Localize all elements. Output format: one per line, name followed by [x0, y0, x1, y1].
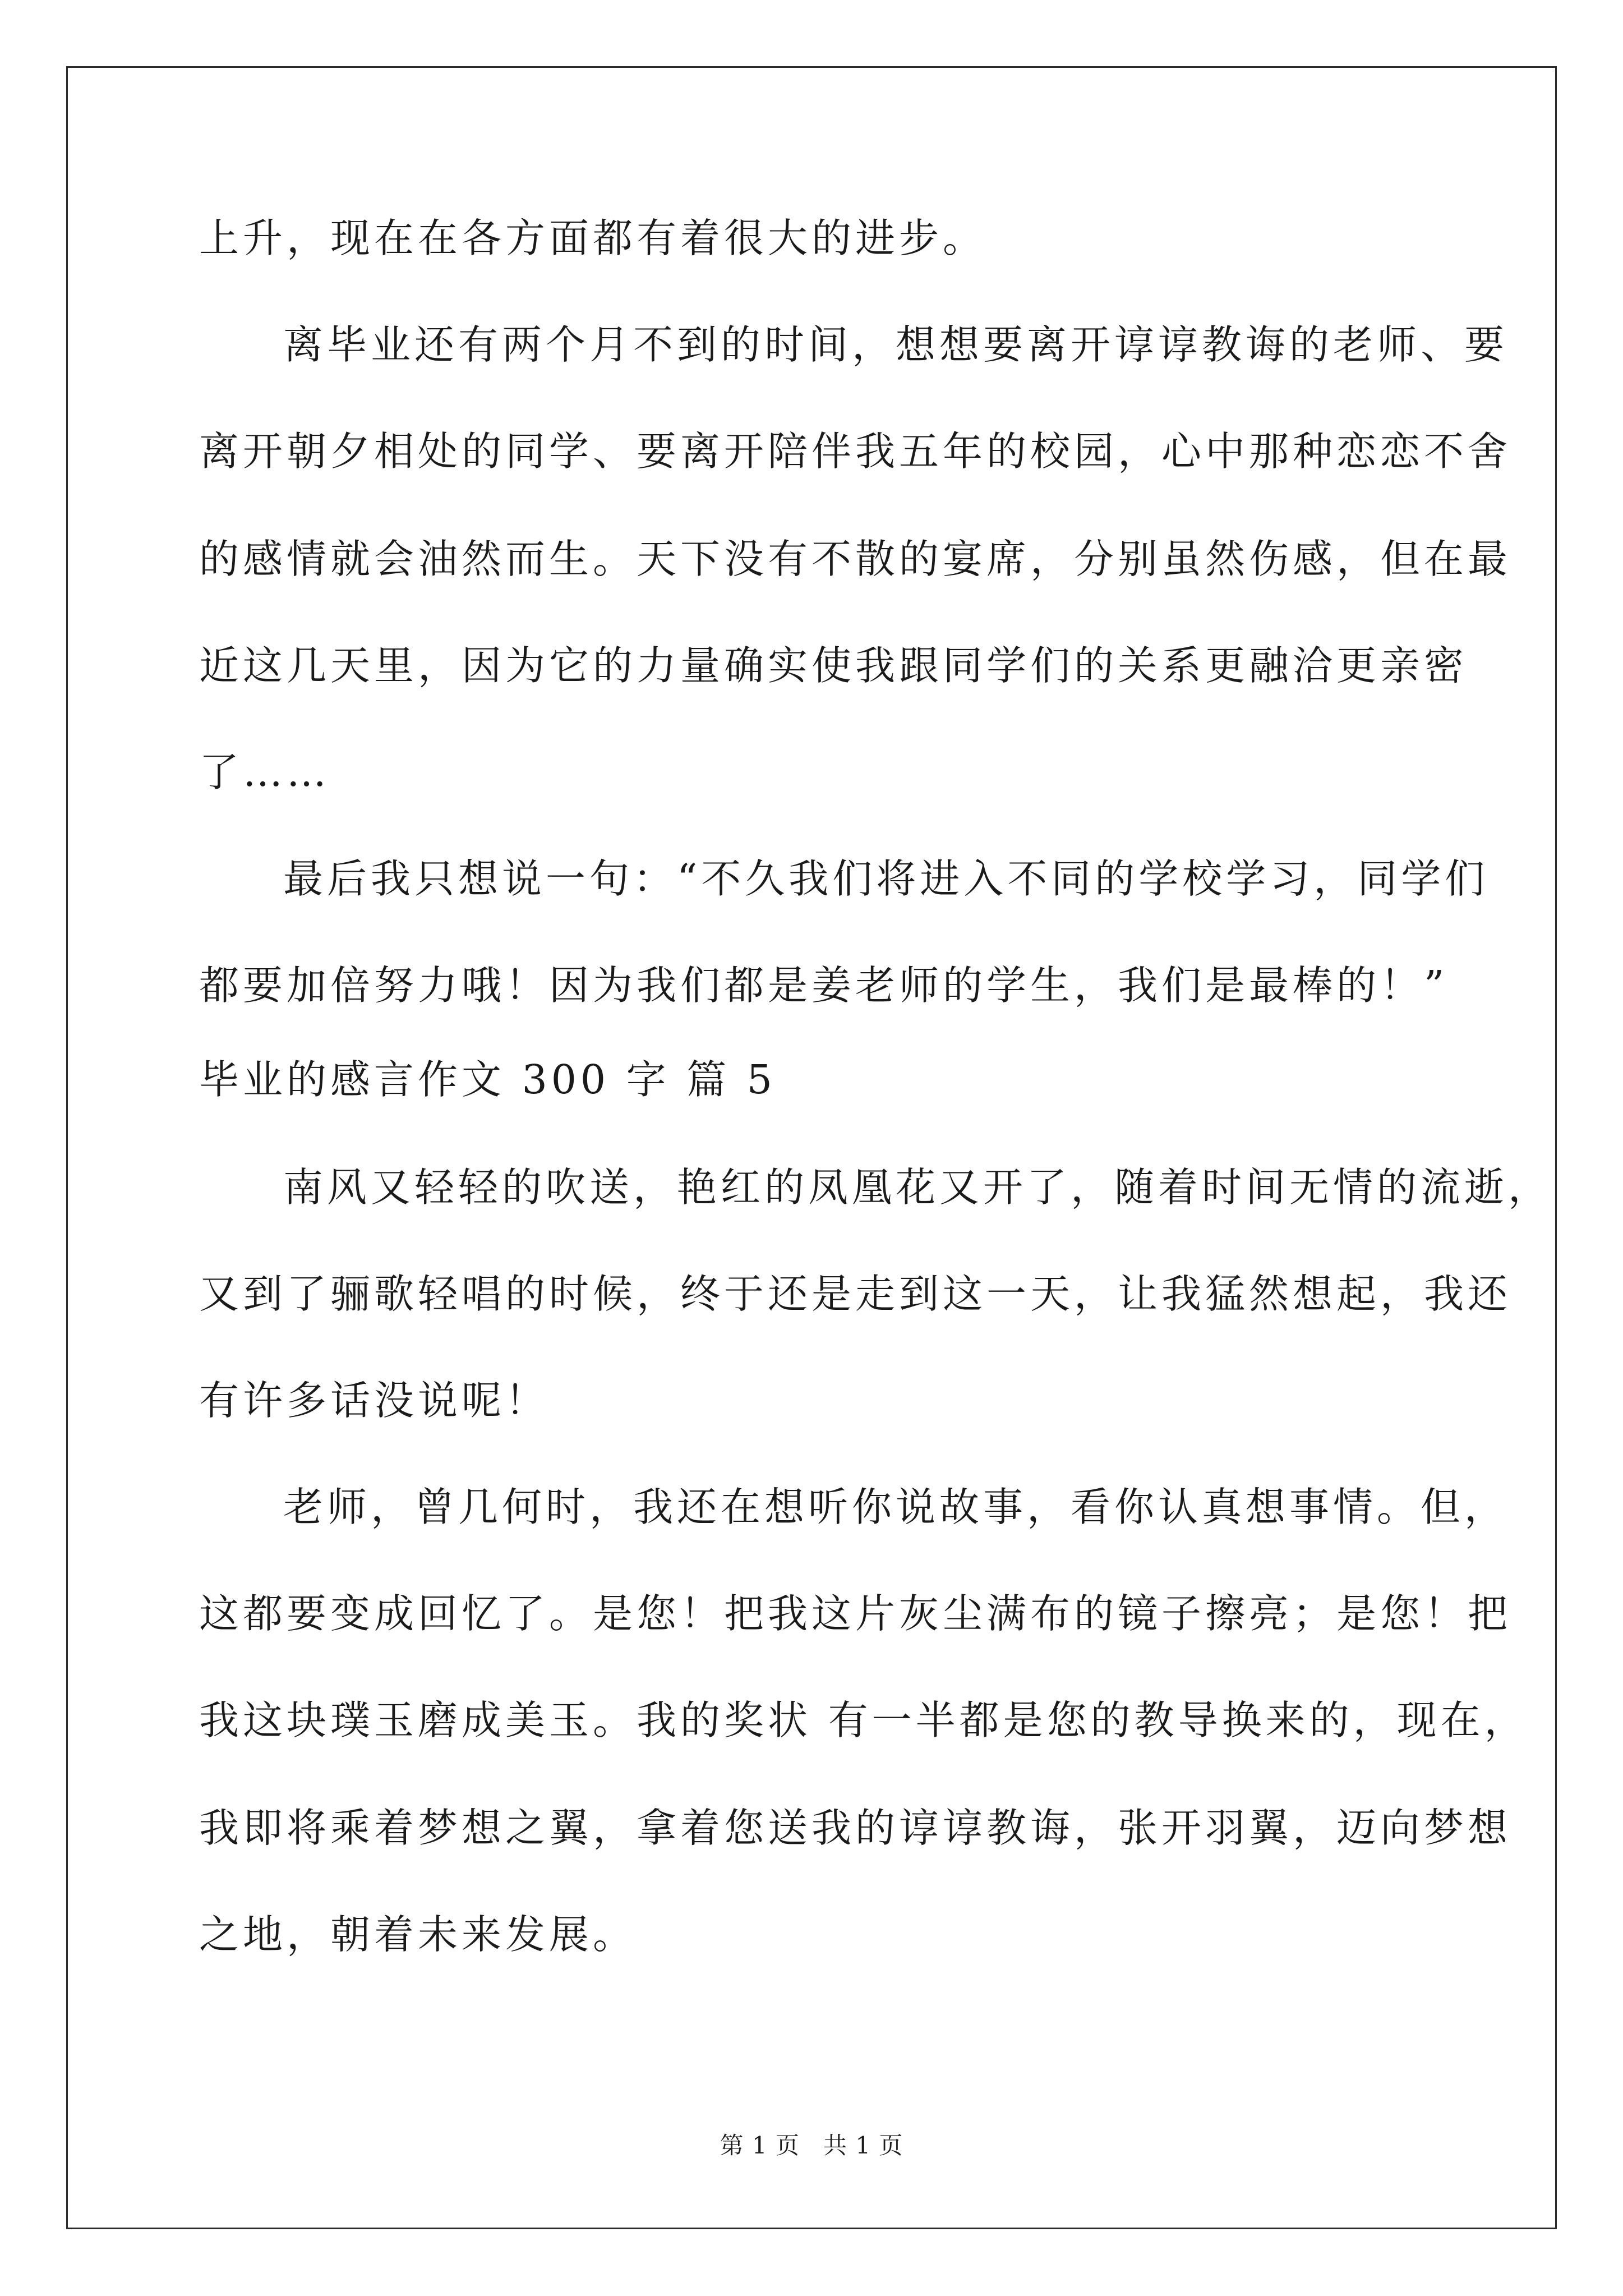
paragraph-line: 了…… [199, 749, 331, 795]
paragraph-line: 南风又轻轻的吹送，艳红的凤凰花又开了，随着时间无情的流逝， [283, 1164, 1552, 1211]
page-number: 第 1 页 [720, 2132, 800, 2159]
paragraph-line: 之地，朝着未来发展。 [199, 1911, 637, 1958]
paragraph-line: 最后我只想说一句：“不久我们将进入不同的学校学习，同学们 [283, 855, 1489, 902]
page-footer [0, 2129, 1623, 2162]
paragraph-line: 上升，现在在各方面都有着很大的进步。 [199, 215, 987, 261]
section-heading: 毕业的感言作文 300 字 篇 5 [199, 1056, 776, 1103]
paragraph-line: 离毕业还有两个月不到的时间，想想要离开谆谆教诲的老师、要 [283, 321, 1509, 368]
page-total: 共 1 页 [823, 2132, 903, 2159]
paragraph-line: 老师，曾几何时，我还在想听你说故事，看你认真想事情。但， [283, 1484, 1509, 1530]
page-border [66, 66, 1557, 2229]
paragraph-line: 离开朝夕相处的同学、要离开陪伴我五年的校园，心中那种恋恋不舍 [199, 428, 1512, 475]
paragraph-line: 我即将乘着梦想之翼，拿着您送我的谆谆教诲，张开羽翼，迈向梦想 [199, 1805, 1512, 1851]
paragraph-line: 有许多话没说呢！ [199, 1377, 550, 1424]
paragraph-line: 我这块璞玉磨成美玉。我的奖状 有一半都是您的教导换来的，现在， [199, 1697, 1528, 1743]
paragraph-line: 都要加倍努力哦！因为我们都是姜老师的学生，我们是最棒的！” [199, 962, 1449, 1009]
paragraph-line: 又到了骊歌轻唱的时候，终于还是走到这一天，让我猛然想起，我还 [199, 1271, 1512, 1317]
paragraph-line: 近这几天里，因为它的力量确实使我跟同学们的关系更融洽更亲密 [199, 642, 1468, 689]
paragraph-line: 这都要变成回忆了。是您！把我这片灰尘满布的镜子擦亮；是您！把 [199, 1590, 1512, 1637]
paragraph-line: 的感情就会油然而生。天下没有不散的宴席，分别虽然伤感，但在最 [199, 536, 1512, 582]
